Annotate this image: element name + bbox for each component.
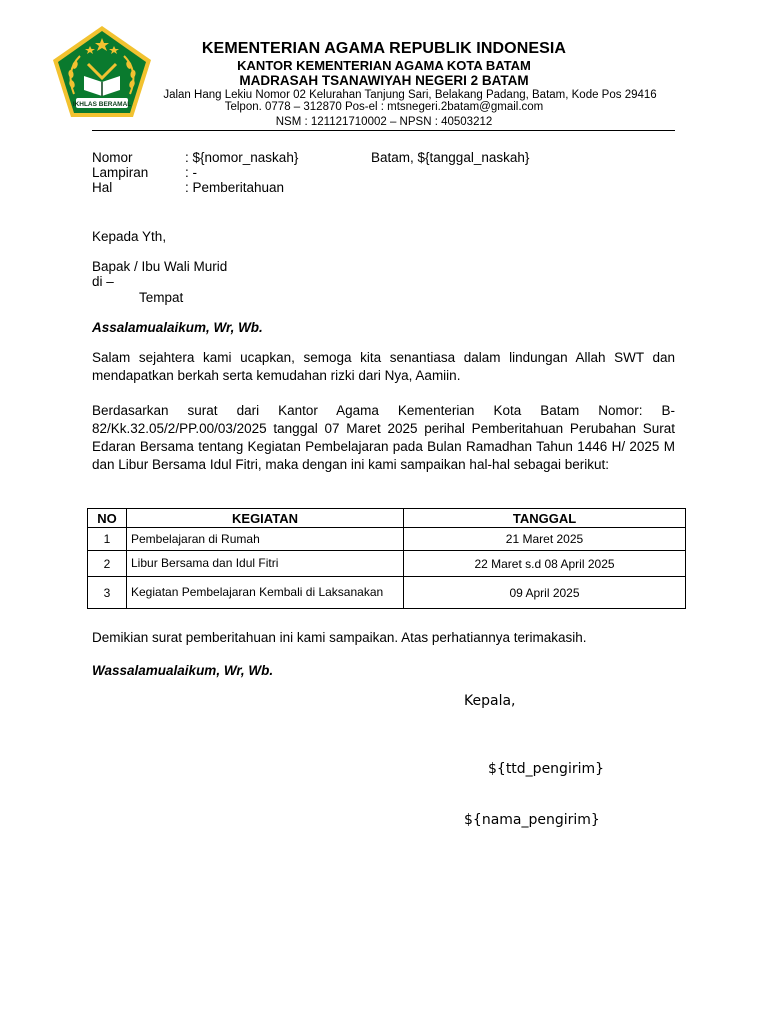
recipient-greeting: Kepada Yth, <box>92 229 167 244</box>
ids-line: NSM : 121121710002 – NPSN : 40503212 <box>275 116 493 128</box>
closing-salam: Wassalamualaikum, Wr, Wb. <box>92 663 274 678</box>
recipient-place: Tempat <box>139 290 184 305</box>
ministry-title: KEMENTERIAN AGAMA REPUBLIK INDONESIA <box>201 40 567 57</box>
row-tanggal: 22 Maret s.d 08 April 2025 <box>404 551 686 577</box>
row-no: 2 <box>88 551 127 577</box>
office-title: KANTOR KEMENTERIAN AGAMA KOTA BATAM <box>237 58 531 73</box>
nomor-value: : ${nomor_naskah} <box>185 150 299 165</box>
signer-name: ${nama_pengirim} <box>464 812 600 828</box>
paragraph-2: Berdasarkan surat dari Kantor Agama Kementerian Kota Batam Nomor: B-82/Kk.32.05/2/PP.00/03/2025 tanggal 07 Maret 2025 perihal Pemberitahuan Perubahan Surat Edaran Bersama tentang Kegiatan Pembelajaran pada Bulan Ramadhan Tahun 1446 H/ 2025 M dan Libur Bersama Idul Fitri, maka dengan ini kami sampaikan hal-hal sebagai berikut: <box>92 403 675 472</box>
hal-value: : Pemberitahuan <box>185 180 285 195</box>
row-kegiatan: Kegiatan Pembelajaran Kembali di Laksanakan <box>127 577 404 609</box>
schedule-table <box>87 508 686 609</box>
header-tanggal: TANGGAL <box>404 509 686 528</box>
row-no: 3 <box>88 577 127 609</box>
recipient-di: di – <box>92 274 114 289</box>
place-date: Batam, ${tanggal_naskah} <box>371 150 530 165</box>
hal-label: Hal <box>92 180 113 195</box>
recipient-name: Bapak / Ibu Wali Murid <box>92 259 228 274</box>
header-no: NO <box>88 509 127 528</box>
row-kegiatan: Pembelajaran di Rumah <box>127 528 404 551</box>
header-kegiatan: KEGIATAN <box>127 509 404 528</box>
row-tanggal: 21 Maret 2025 <box>404 528 686 551</box>
table-header-row <box>88 509 686 528</box>
address-line: Jalan Hang Lekiu Nomor 02 Kelurahan Tanjung Sari, Belakang Padang, Batam, Kode Pos 29416 <box>163 89 657 101</box>
paragraph-1: Salam sejahtera kami ucapkan, semoga kita senantiasa dalam lindungan Allah SWT dan mendapatkan berkah serta kemudahan rizki dari Nya, Aamiin. <box>92 350 675 383</box>
header-divider <box>92 130 675 131</box>
school-title: MADRASAH TSANAWIYAH NEGERI 2 BATAM <box>239 73 529 88</box>
nomor-label: Nomor <box>92 150 133 165</box>
signature-title: Kepala, <box>464 693 516 709</box>
closing-text: Demikian surat pemberitahuan ini kami sampaikan. Atas perhatiannya terimakasih. <box>92 630 587 645</box>
table-row <box>88 551 686 577</box>
opening-salam: Assalamualaikum, Wr, Wb. <box>92 320 263 335</box>
lampiran-label: Lampiran <box>92 165 149 180</box>
row-tanggal: 09 April 2025 <box>404 577 686 609</box>
signature-placeholder: ${ttd_pengirim} <box>488 761 605 777</box>
table-row <box>88 577 686 609</box>
contact-line: Telpon. 0778 – 312870 Pos-el : mtsnegeri.2batam@gmail.com <box>224 101 544 113</box>
lampiran-value: : - <box>185 165 197 180</box>
logo-motto: IKHLAS BERAMAL <box>72 101 132 108</box>
row-no: 1 <box>88 528 127 551</box>
table-row <box>88 528 686 551</box>
row-kegiatan: Libur Bersama dan Idul Fitri <box>127 551 404 577</box>
